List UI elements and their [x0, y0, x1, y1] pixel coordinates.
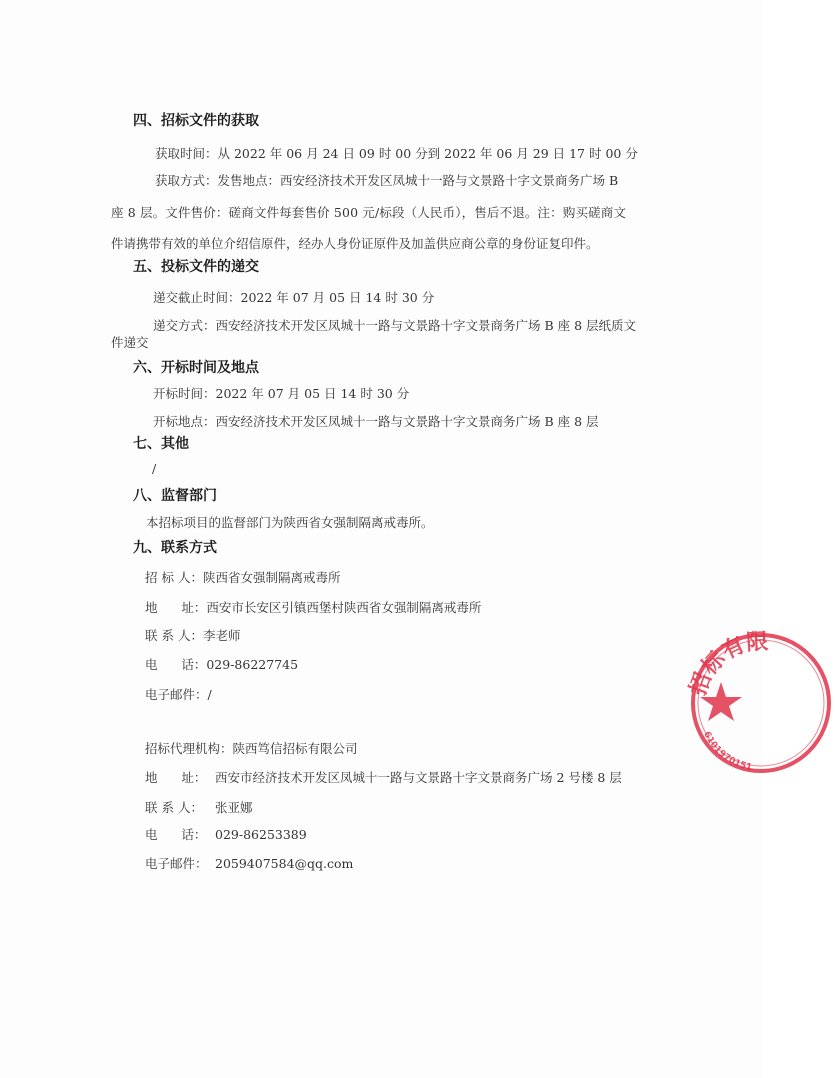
s8-content: 本招标项目的监督部门为陕西省女强制隔离戒毒所。: [146, 515, 434, 530]
purchaser-contact-row: [145, 628, 240, 644]
purchaser-name: 陕西省女强制隔离戒毒所: [202, 570, 341, 585]
purchaser-email: /: [207, 687, 212, 702]
s4-method-line-3: 件请携带有效的单位介绍信原件，经办人身份证原件及加盖供应商公章的身份证复印件。: [111, 236, 599, 251]
section-7-heading: 七、其他: [133, 436, 189, 452]
purchaser-name-label: 招 标 人：: [145, 570, 203, 585]
purchaser-email-label: 电子邮件：: [145, 687, 208, 702]
agency-name-row: [145, 741, 358, 757]
agency-email-label: 电子邮件：: [145, 856, 208, 871]
s6-time: 开标时间：2022 年 07 月 05 日 14 时 30 分: [153, 386, 410, 401]
svg-text:6101970151: [701, 730, 753, 773]
purchaser-phone-label: 电 话：: [145, 657, 207, 672]
agency-contact-label: 联 系 人：: [145, 800, 203, 815]
s4-time: 获取时间：从 2022 年 06 月 24 日 09 时 00 分到 2022 年 06 月 29 日 17 时 00 分: [155, 146, 638, 161]
section-8-heading: 八、监督部门: [133, 488, 217, 504]
purchaser-address: 西安市长安区引镇西堡村陕西省女强制隔离戒毒所: [206, 600, 482, 615]
section-4-heading: 四、招标文件的获取: [133, 113, 259, 129]
company-seal-stamp: [686, 628, 836, 778]
agency-phone: 029-86253389: [215, 827, 307, 842]
seal-bottom-number: 6101970151: [701, 730, 753, 774]
agency-address: 西安市经济技术开发区凤城十一路与文景路十字文景商务广场 2 号楼 8 层: [215, 770, 622, 785]
s4-method-line-1: 获取方式：发售地点：西安经济技术开发区凤城十一路与文景路十字文景商务广场 B: [155, 173, 619, 188]
section-5-heading: 五、投标文件的递交: [133, 259, 259, 275]
purchaser-phone-row: [145, 657, 298, 673]
seal-top-text: 招标有限: [686, 629, 770, 699]
s7-content: /: [152, 461, 157, 476]
s4-method-line-2: 座 8 层。文件售价：磋商文件每套售价 500 元/标段（人民币），售后不退。注：购买磋商文: [111, 205, 627, 220]
purchaser-email-row: [145, 687, 212, 703]
agency-email-row: [145, 856, 353, 872]
agency-name-label: 招标代理机构：: [145, 741, 233, 756]
agency-address-row: [145, 770, 622, 786]
agency-name: 陕西笃信招标有限公司: [232, 741, 358, 756]
svg-text:招标有限: [686, 629, 769, 698]
s5-method-line-1: 递交方式：西安经济技术开发区凤城十一路与文景路十字文景商务广场 B 座 8 层纸质文: [153, 318, 637, 333]
purchaser-contact-label: 联 系 人：: [145, 628, 203, 643]
agency-phone-row: [145, 827, 307, 843]
agency-phone-label: 电 话：: [145, 827, 207, 842]
agency-address-label: 地 址：: [145, 770, 207, 785]
section-6-heading: 六、开标时间及地点: [133, 360, 259, 376]
purchaser-phone: 029-86227745: [206, 657, 299, 672]
agency-contact: 张亚娜: [215, 800, 253, 815]
purchaser-name-row: [145, 570, 340, 586]
purchaser-contact: 李老师: [202, 628, 241, 643]
purchaser-address-label: 地 址：: [145, 600, 207, 615]
agency-contact-row: [145, 800, 253, 816]
s5-deadline: 递交截止时间：2022 年 07 月 05 日 14 时 30 分: [153, 290, 435, 305]
agency-email: 2059407584@qq.com: [215, 856, 354, 871]
s6-place: 开标地点：西安经济技术开发区凤城十一路与文景路十字文景商务广场 B 座 8 层: [153, 414, 599, 429]
s5-method-line-2: 件递交: [111, 335, 149, 350]
purchaser-address-row: [145, 600, 481, 616]
section-9-heading: 九、联系方式: [133, 540, 217, 556]
